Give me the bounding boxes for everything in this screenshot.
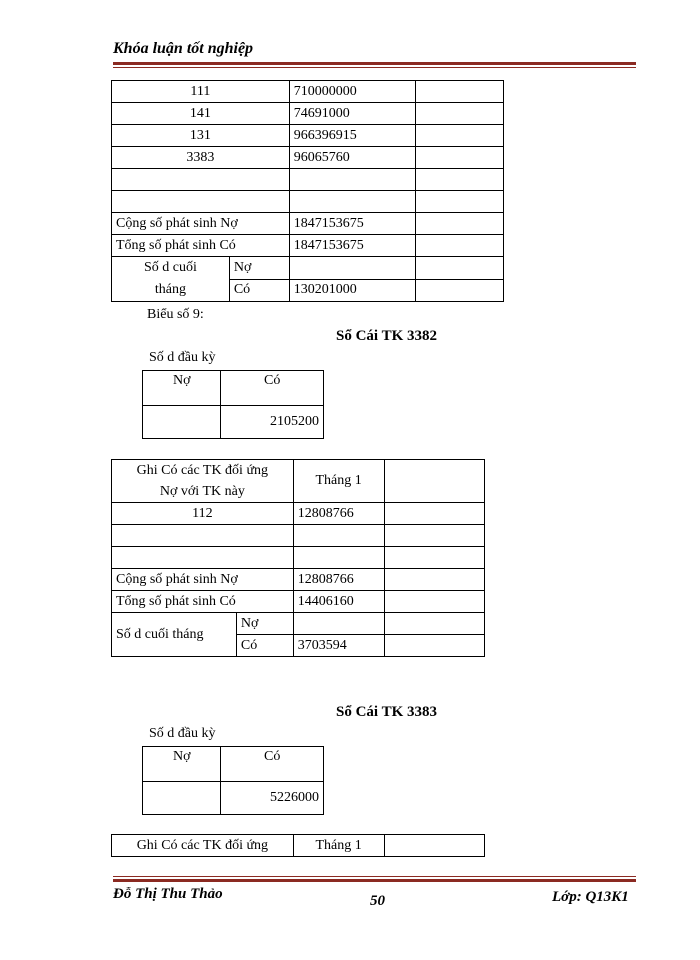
total-debit-value: 12808766 [293, 569, 384, 591]
column-header-line2: Nợ với TK này [159, 484, 245, 499]
account-cell: 141 [112, 103, 290, 125]
footer-author: Đỗ Thị Thu Thảo [113, 886, 223, 902]
empty-cell [384, 591, 484, 613]
column-header-accounts: Ghi Có các TK đối ứng [112, 835, 294, 857]
ledger-3382-table [111, 459, 485, 657]
document-header-title: Khóa luận tốt nghiệp [113, 40, 254, 57]
empty-cell [384, 460, 484, 503]
account-cell: 131 [112, 125, 290, 147]
empty-cell [293, 547, 384, 569]
end-credit-value: 3703594 [293, 635, 384, 657]
total-debit-label: Cộng số phát sinh Nợ [112, 213, 290, 235]
empty-cell [416, 279, 504, 302]
footer-rule-thick [113, 879, 636, 882]
empty-cell [384, 635, 484, 657]
empty-cell [416, 81, 504, 103]
end-credit-value: 130201000 [289, 279, 416, 302]
empty-cell [416, 191, 504, 213]
table-row [143, 371, 324, 406]
empty-cell [289, 191, 416, 213]
end-balance-label-line2: tháng [154, 282, 186, 297]
account-cell: 111 [112, 81, 290, 103]
empty-cell [289, 169, 416, 191]
table-row [143, 782, 324, 815]
empty-cell [289, 257, 416, 280]
debit-value [143, 406, 221, 439]
ledger-3382-title: Sổ Cái TK 3382 [336, 328, 437, 344]
total-debit-label: Cộng số phát sinh Nợ [112, 569, 294, 591]
ledger-3382-opening-table [142, 370, 324, 439]
amount-cell: 12808766 [293, 503, 384, 525]
empty-cell [112, 169, 290, 191]
end-balance-label-line1: Số d cuối [143, 260, 197, 275]
debit-label: Nợ [236, 613, 293, 635]
total-debit-value: 1847153675 [289, 213, 416, 235]
table-row [112, 191, 504, 213]
empty-cell [416, 125, 504, 147]
account-cell: 112 [112, 503, 294, 525]
ledger-3383-table [111, 834, 485, 857]
debit-label: Nợ [229, 257, 289, 280]
table-row [112, 525, 485, 547]
empty-cell [384, 569, 484, 591]
table-row [112, 147, 504, 169]
empty-cell [416, 169, 504, 191]
column-header-accounts [112, 460, 294, 503]
footer-rule-thin [113, 876, 636, 877]
table-header-row [112, 835, 485, 857]
amount-cell: 74691000 [289, 103, 416, 125]
empty-cell [112, 525, 294, 547]
account-cell: 3383 [112, 147, 290, 169]
table-row [143, 747, 324, 782]
table-row [112, 169, 504, 191]
total-credit-row [112, 235, 504, 257]
end-balance-label: Số d cuối tháng [112, 613, 237, 657]
total-credit-label: Tổng số phát sinh Có [112, 235, 290, 257]
ledger-3382-opening-label: Số d đầu kỳ [149, 350, 216, 365]
column-header-line1: Ghi Có các TK đối ứng [136, 463, 269, 478]
empty-cell [416, 257, 504, 280]
end-balance-row [112, 613, 485, 635]
table-row [112, 103, 504, 125]
footer-page-number: 50 [370, 893, 385, 909]
end-balance-row [112, 257, 504, 280]
empty-cell [112, 547, 294, 569]
exhibit-number: Biểu số 9: [147, 307, 204, 322]
empty-cell [112, 191, 290, 213]
empty-cell [416, 235, 504, 257]
footer-class: Lớp: Q13K1 [552, 889, 629, 905]
amount-cell: 966396915 [289, 125, 416, 147]
empty-cell [416, 147, 504, 169]
credit-value: 2105200 [221, 406, 324, 439]
credit-value: 5226000 [221, 782, 324, 815]
ledger-3383-opening-label: Số d đầu kỳ [149, 726, 216, 741]
total-debit-row [112, 569, 485, 591]
table-row [143, 406, 324, 439]
header-rule-thick [113, 62, 636, 65]
empty-cell [384, 503, 484, 525]
table-header-row [112, 460, 485, 503]
table-row [112, 547, 485, 569]
total-credit-row [112, 591, 485, 613]
credit-header: Có [221, 747, 324, 782]
credit-label: Có [229, 279, 289, 302]
debit-header: Nợ [143, 747, 221, 782]
credit-label: Có [236, 635, 293, 657]
top-ledger-table [111, 80, 504, 302]
empty-cell [384, 835, 484, 857]
column-header-month: Tháng 1 [293, 460, 384, 503]
column-header-month: Tháng 1 [293, 835, 384, 857]
total-credit-label: Tổng số phát sinh Có [112, 591, 294, 613]
ledger-3383-opening-table [142, 746, 324, 815]
empty-cell [384, 613, 484, 635]
empty-cell [293, 613, 384, 635]
table-row [112, 81, 504, 103]
total-credit-value: 14406160 [293, 591, 384, 613]
ledger-3383-title: Sổ Cái TK 3383 [336, 704, 437, 720]
header-rule-thin [113, 67, 636, 68]
total-debit-row [112, 213, 504, 235]
total-credit-value: 1847153675 [289, 235, 416, 257]
table-row [112, 125, 504, 147]
empty-cell [416, 103, 504, 125]
empty-cell [384, 547, 484, 569]
empty-cell [416, 213, 504, 235]
table-row [112, 503, 485, 525]
amount-cell: 710000000 [289, 81, 416, 103]
empty-cell [293, 525, 384, 547]
amount-cell: 96065760 [289, 147, 416, 169]
end-balance-label [112, 257, 230, 302]
credit-header: Có [221, 371, 324, 406]
debit-header: Nợ [143, 371, 221, 406]
debit-value [143, 782, 221, 815]
empty-cell [384, 525, 484, 547]
